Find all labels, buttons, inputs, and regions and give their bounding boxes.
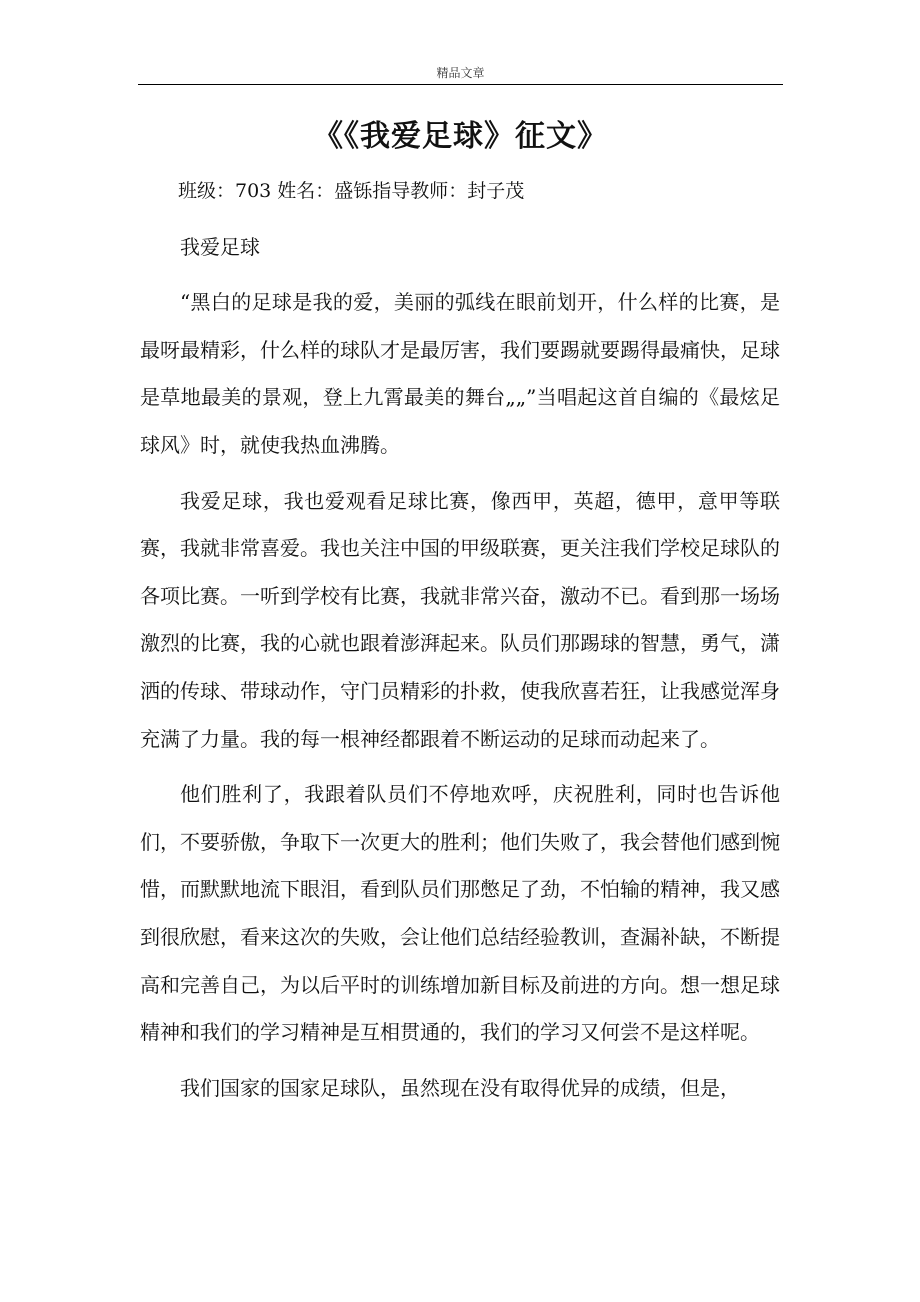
paragraph-4: 我们国家的国家足球队，虽然现在没有取得优异的成绩，但是，: [180, 1075, 740, 1100]
page-header: 精品文章: [436, 66, 485, 80]
essay-subtitle: 我爱足球: [180, 234, 260, 259]
author-info: 班级：703 姓名：盛铄指导教师：封子茂: [178, 180, 525, 202]
header-divider: [138, 84, 783, 85]
document-title: 《《我爱足球》征文》: [313, 119, 608, 154]
paragraph-3: 他们胜利了，我跟着队员们不停地欢呼，庆祝胜利，同时也告诉他们，不要骄傲，争取下一次更大的胜利；他们失败了，我会替他们感到惋惜，而默默地流下眼泪，看到队员们那憋足了劲，不怕输的精神，我又感到很欣慰，看来这次的失败，会让他们总结经验教训，查漏补缺，不断提高和完善自己，为以后平时的训练增加新目标及前进的方向。想一想足球精神和我们的学习精神是互相贯通的，我们的学习又何尝不是这样呢。: [140, 782, 780, 1045]
paragraph-1: “黑白的足球是我的爱，美丽的弧线在眼前划开，什么样的比赛，是最呀最精彩，什么样的球队才是最厉害，我们要踢就要踢得最痛快，足球是草地最美的景观，登上九霄最美的舞台„„”当唱起这首自编的《最炫足球风》时，就使我热血沸腾。: [140, 290, 780, 457]
paragraph-2: 我爱足球，我也爱观看足球比赛，像西甲，英超，德甲，意甲等联赛，我就非常喜爱。我也关注中国的甲级联赛，更关注我们学校足球队的各项比赛。一听到学校有比赛，我就非常兴奋，激动不已。看到那一场场激烈的比赛，我的心就也跟着澎湃起来。队员们那踢球的智慧，勇气，潇洒的传球、带球动作，守门员精彩的扑救，使我欣喜若狂，让我感觉浑身充满了力量。我的每一根神经都跟着不断运动的足球而动起来了。: [140, 488, 780, 751]
document-body: [140, 168, 780, 1112]
